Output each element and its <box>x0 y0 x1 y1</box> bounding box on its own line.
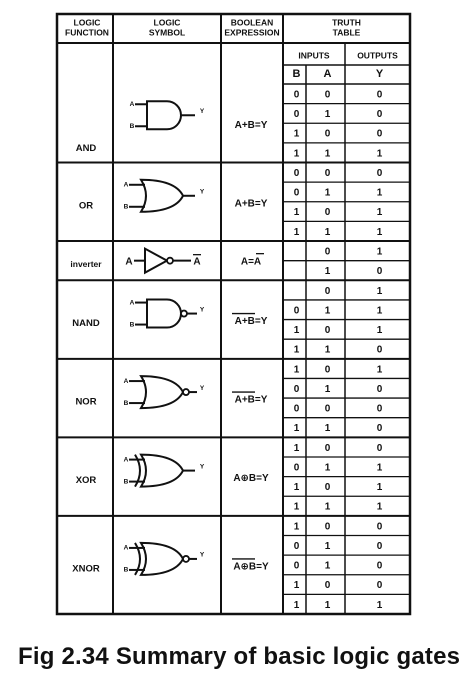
cell-b: 1 <box>293 423 300 435</box>
pin-a-label: A <box>123 456 129 464</box>
cell-b: 0 <box>293 305 300 317</box>
header-expression-2: EXPRESSION <box>224 27 280 38</box>
cell-a: 0 <box>324 285 331 297</box>
inversion-bubble <box>183 556 189 562</box>
header-outputs: OUTPUTS <box>357 50 398 61</box>
cell-a: 0 <box>324 442 331 454</box>
or-body <box>141 455 183 487</box>
or-body <box>141 376 183 408</box>
boolean-expression: A⊕B=Y <box>233 561 269 573</box>
inverter-output-label: A <box>193 256 201 268</box>
cell-a: 0 <box>324 167 331 179</box>
cell-y: 0 <box>376 521 383 533</box>
cell-y: 1 <box>376 501 383 513</box>
function-name: OR <box>78 200 94 212</box>
pin-b-label: B <box>123 399 129 407</box>
cell-a: 1 <box>324 599 331 611</box>
cell-a: 0 <box>324 207 331 219</box>
boolean-expression: A+B=Y <box>234 119 268 131</box>
cell-b: 0 <box>293 89 300 101</box>
pin-y-label: Y <box>199 384 205 392</box>
pin-y-label: Y <box>199 463 205 471</box>
nor-gate-icon <box>124 376 205 408</box>
header-function-1: LOGIC <box>73 17 101 28</box>
cell-y: 1 <box>376 482 383 494</box>
boolean-expression: A⊕B=Y <box>233 473 269 485</box>
boolean-expression: A+B=Y <box>234 198 268 210</box>
header-col-b: B <box>292 67 301 80</box>
cell-y: 0 <box>376 167 383 179</box>
cell-b: 1 <box>293 325 300 337</box>
cell-y: 1 <box>376 462 383 474</box>
header-truth-1: TRUTH <box>332 17 361 28</box>
cell-a: 1 <box>324 266 331 278</box>
cell-b: 0 <box>293 383 300 395</box>
cell-y: 1 <box>376 599 383 611</box>
pin-b-label: B <box>123 203 129 211</box>
gate-section-xor <box>76 443 410 513</box>
cell-y: 0 <box>376 403 383 415</box>
cell-a: 1 <box>324 187 331 199</box>
cell-a: 0 <box>324 246 331 258</box>
function-name: inverter <box>70 258 102 269</box>
cell-b: 0 <box>293 167 300 179</box>
cell-y: 1 <box>376 226 383 238</box>
cell-y: 0 <box>376 423 383 435</box>
pin-b-label: B <box>129 321 135 329</box>
function-name: AND <box>75 143 97 155</box>
cell-y: 0 <box>376 128 383 140</box>
pin-b-label: B <box>123 566 129 574</box>
header-truth-2: TABLE <box>332 27 361 38</box>
cell-a: 1 <box>324 344 331 356</box>
boolean-expression: A+B=Y <box>234 316 268 328</box>
cell-a: 1 <box>324 540 331 552</box>
cell-y: 0 <box>376 560 383 572</box>
or-body <box>141 543 183 575</box>
boolean-expression: A+B=Y <box>234 394 268 406</box>
cell-b: 1 <box>293 599 300 611</box>
cell-y: 0 <box>376 109 383 121</box>
gate-section-inverter <box>70 246 410 277</box>
gate-section-or <box>79 168 410 238</box>
header-col-a: A <box>323 67 332 80</box>
cell-a: 0 <box>324 128 331 140</box>
xor-gate-icon <box>124 455 205 487</box>
cell-b: 1 <box>293 364 300 376</box>
pin-a-label: A <box>123 181 129 189</box>
cell-y: 0 <box>376 383 383 395</box>
cell-a: 0 <box>324 482 331 494</box>
pin-y-label: Y <box>199 306 205 314</box>
or-body <box>141 180 183 212</box>
cell-a: 0 <box>324 580 331 592</box>
gate-section-nand <box>72 286 410 356</box>
header-col-y: Y <box>375 67 384 80</box>
cell-a: 1 <box>324 560 331 572</box>
pin-a-label: A <box>129 100 135 108</box>
cell-y: 1 <box>376 246 383 258</box>
cell-y: 1 <box>376 207 383 219</box>
gate-section-nor <box>75 364 410 434</box>
pin-a-label: A <box>123 544 129 552</box>
cell-b: 0 <box>293 187 300 199</box>
cell-b: 1 <box>293 521 300 533</box>
pin-y-label: Y <box>199 188 205 196</box>
and-gate-icon <box>130 101 205 130</box>
xnor-gate-icon <box>124 543 205 575</box>
cell-b: 1 <box>293 501 300 513</box>
inverter-gate-icon <box>125 249 201 273</box>
boolean-expression: A=A <box>240 256 262 268</box>
function-name: XNOR <box>72 563 100 575</box>
inversion-bubble <box>167 258 173 264</box>
cell-y: 0 <box>376 266 383 278</box>
nand-gate-icon <box>130 299 205 328</box>
cell-a: 0 <box>324 521 331 533</box>
cell-b: 0 <box>293 109 300 121</box>
cell-b: 1 <box>293 226 300 238</box>
and-body <box>147 300 181 328</box>
cell-a: 1 <box>324 423 331 435</box>
cell-y: 0 <box>376 344 383 356</box>
inverter-triangle <box>145 249 167 273</box>
header-symbol-1: LOGIC <box>153 17 181 28</box>
cell-a: 0 <box>324 403 331 415</box>
cell-b: 1 <box>293 442 300 454</box>
inverter-input-label: A <box>125 256 133 268</box>
cell-y: 1 <box>376 305 383 317</box>
header-expression-1: BOOLEAN <box>230 17 274 28</box>
cell-b: 0 <box>293 403 300 415</box>
pin-a-label: A <box>123 377 129 385</box>
gate-section-xnor <box>72 521 410 611</box>
header-inputs: INPUTS <box>298 50 330 61</box>
pin-b-label: B <box>129 122 135 130</box>
pin-y-label: Y <box>199 107 205 115</box>
cell-b: 1 <box>293 207 300 219</box>
cell-b: 0 <box>293 540 300 552</box>
and-body <box>147 101 181 129</box>
function-name: XOR <box>75 475 97 487</box>
function-name: NAND <box>72 318 100 330</box>
cell-y: 1 <box>376 187 383 199</box>
cell-y: 0 <box>376 442 383 454</box>
cell-a: 1 <box>324 462 331 474</box>
or-gate-icon <box>124 180 205 212</box>
function-name: NOR <box>75 396 97 408</box>
cell-b: 1 <box>293 344 300 356</box>
cell-a: 1 <box>324 148 331 160</box>
cell-a: 1 <box>324 226 331 238</box>
header-row <box>65 17 398 80</box>
cell-y: 0 <box>376 580 383 592</box>
cell-y: 1 <box>376 285 383 297</box>
cell-b: 1 <box>293 482 300 494</box>
cell-y: 0 <box>376 89 383 101</box>
cell-a: 1 <box>324 305 331 317</box>
cell-a: 1 <box>324 383 331 395</box>
cell-b: 1 <box>293 148 300 160</box>
cell-y: 0 <box>376 540 383 552</box>
pin-b-label: B <box>123 478 129 486</box>
cell-a: 0 <box>324 89 331 101</box>
cell-b: 1 <box>293 128 300 140</box>
cell-a: 1 <box>324 109 331 121</box>
header-symbol-2: SYMBOL <box>148 27 186 38</box>
figure-caption: Fig 2.34 Summary of basic logic gates <box>18 643 461 670</box>
cell-a: 1 <box>324 501 331 513</box>
cell-y: 1 <box>376 325 383 337</box>
cell-y: 1 <box>376 148 383 160</box>
cell-b: 1 <box>293 580 300 592</box>
pin-a-label: A <box>129 299 135 307</box>
cell-b: 0 <box>293 560 300 572</box>
inversion-bubble <box>181 311 187 317</box>
gate-section-and <box>76 89 410 159</box>
cell-a: 0 <box>324 325 331 337</box>
header-function-2: FUNCTION <box>65 27 109 38</box>
pin-y-label: Y <box>199 551 205 559</box>
cell-a: 0 <box>324 364 331 376</box>
cell-y: 1 <box>376 364 383 376</box>
inversion-bubble <box>183 389 189 395</box>
cell-b: 0 <box>293 462 300 474</box>
